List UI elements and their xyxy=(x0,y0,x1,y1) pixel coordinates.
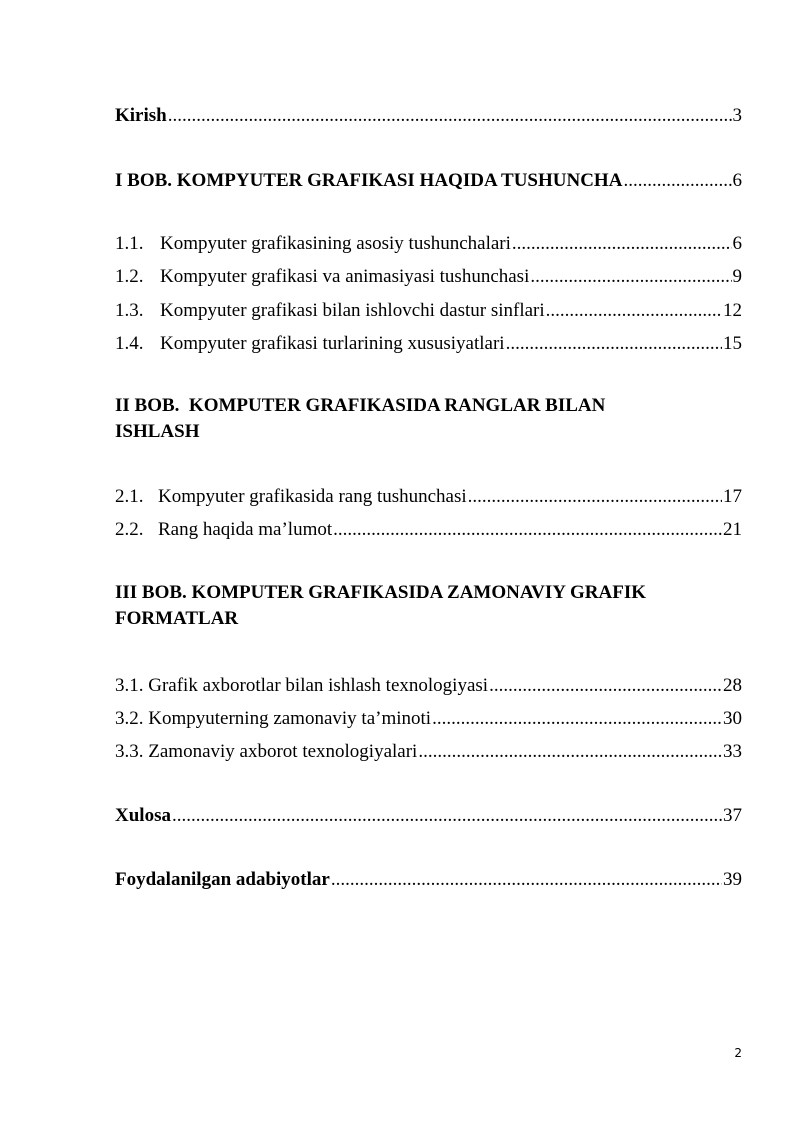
toc-entry-2-2[interactable] xyxy=(115,519,742,541)
toc-chapter-title-line-1: III BOB. KOMPUTER GRAFIKASIDA ZAMONAVIY GRAFIK xyxy=(115,582,646,603)
toc-entry-label: Kompyuterning zamonaviy ta’minoti xyxy=(148,708,432,729)
toc-page-number: 21 xyxy=(723,519,742,540)
toc-entry-3-1[interactable] xyxy=(115,675,742,697)
toc-chapter-title-line-2: FORMATLAR xyxy=(115,608,239,629)
toc-page-number: 17 xyxy=(723,486,742,507)
toc-leader-dots xyxy=(333,519,722,541)
toc-entry-references[interactable] xyxy=(115,869,742,891)
toc-chapter-title-line-1: II BOB. KOMPUTER GRAFIKASIDA RANGLAR BILAN xyxy=(115,395,606,416)
toc-entry-1-4[interactable] xyxy=(115,333,742,355)
toc-entry-number: 3.1. xyxy=(115,675,144,696)
toc-entry-label: Kompyuter grafikasining asosiy tushunchalari xyxy=(160,233,511,254)
toc-entry-number: 3.3. xyxy=(115,741,144,762)
toc-entry-label: Xulosa xyxy=(115,805,171,826)
toc-entry-number: 1.4. xyxy=(115,333,144,354)
toc-entry-1-2[interactable] xyxy=(115,266,742,288)
toc-entry-text xyxy=(115,741,417,763)
toc-page-number: 9 xyxy=(732,266,742,287)
toc-entry-number: 2.1. xyxy=(115,486,144,507)
toc-entry-number: 3.2. xyxy=(115,708,144,729)
toc-entry-text xyxy=(115,519,332,541)
toc-entry-number: 2.2. xyxy=(115,519,144,540)
toc-entry-number: 1.3. xyxy=(115,300,144,321)
toc-leader-dots xyxy=(512,233,732,255)
toc-leader-dots xyxy=(546,300,722,322)
toc-entry-label: Rang haqida ma’lumot xyxy=(158,519,333,540)
footer-page-number: 2 xyxy=(734,1046,742,1060)
toc-entry-3-2[interactable] xyxy=(115,708,742,730)
toc-entry-number: 1.2. xyxy=(115,266,144,287)
toc-entry-text xyxy=(115,486,467,508)
toc-page-number: 39 xyxy=(723,869,742,890)
toc-leader-dots xyxy=(489,675,722,697)
toc-leader-dots xyxy=(432,708,722,730)
toc-entry-text xyxy=(115,233,511,255)
toc-leader-dots xyxy=(506,333,722,355)
toc-entry-1-1[interactable] xyxy=(115,233,742,255)
toc-leader-dots xyxy=(168,105,732,127)
toc-entry-label: Kirish xyxy=(115,105,167,126)
toc-page-number: 3 xyxy=(732,105,742,126)
toc-entry-label: Foydalanilgan adabiyotlar xyxy=(115,869,330,890)
toc-leader-dots xyxy=(418,741,722,763)
toc-chapter-title: I BOB. KOMPYUTER GRAFIKASI HAQIDA TUSHUNCHA xyxy=(115,170,623,191)
toc-entry-label: Grafik axborotlar bilan ishlash texnologiyasi xyxy=(148,675,489,696)
toc-leader-dots xyxy=(530,266,731,288)
toc-entry-text xyxy=(115,300,545,322)
toc-chapter-title-line-2: ISHLASH xyxy=(115,421,200,442)
toc-entry-2-1[interactable] xyxy=(115,486,742,508)
toc-page-number: 15 xyxy=(723,333,742,354)
toc-entry-label: Kompyuter grafikasi bilan ishlovchi dastur sinflari xyxy=(160,300,545,321)
toc-entry-label: Zamonaviy axborot texnologiyalari xyxy=(148,741,418,762)
toc-entry-1-3[interactable] xyxy=(115,300,742,322)
toc-leader-dots xyxy=(623,170,731,192)
toc-page-number: 6 xyxy=(732,233,742,254)
toc-entry-chapter-3[interactable] xyxy=(115,580,742,632)
toc-entry-text xyxy=(115,675,488,697)
toc-leader-dots xyxy=(331,869,722,891)
toc-entry-text xyxy=(115,333,505,355)
toc-page-number: 33 xyxy=(723,741,742,762)
toc-entry-intro[interactable] xyxy=(115,105,742,127)
toc-entry-label: Kompyuter grafikasida rang tushunchasi xyxy=(158,486,467,507)
toc-page-number: 37 xyxy=(723,805,742,826)
toc-entry-chapter-2[interactable] xyxy=(115,393,742,445)
toc-leader-dots xyxy=(172,805,722,827)
toc-entry-text xyxy=(115,266,529,288)
toc-entry-label: Kompyuter grafikasi turlarining xususiyatlari xyxy=(160,333,505,354)
toc-page-number: 30 xyxy=(723,708,742,729)
toc-entry-text xyxy=(115,708,431,730)
toc-entry-number: 1.1. xyxy=(115,233,144,254)
toc-entry-conclusion[interactable] xyxy=(115,805,742,827)
toc-entry-label: Kompyuter grafikasi va animasiyasi tushunchasi xyxy=(160,266,530,287)
toc-entry-3-3[interactable] xyxy=(115,741,742,763)
toc-page-number: 28 xyxy=(723,675,742,696)
toc-entry-chapter-1[interactable] xyxy=(115,170,742,192)
toc-leader-dots xyxy=(468,486,722,508)
toc-page-number: 12 xyxy=(723,300,742,321)
toc-page-number: 6 xyxy=(732,170,742,191)
